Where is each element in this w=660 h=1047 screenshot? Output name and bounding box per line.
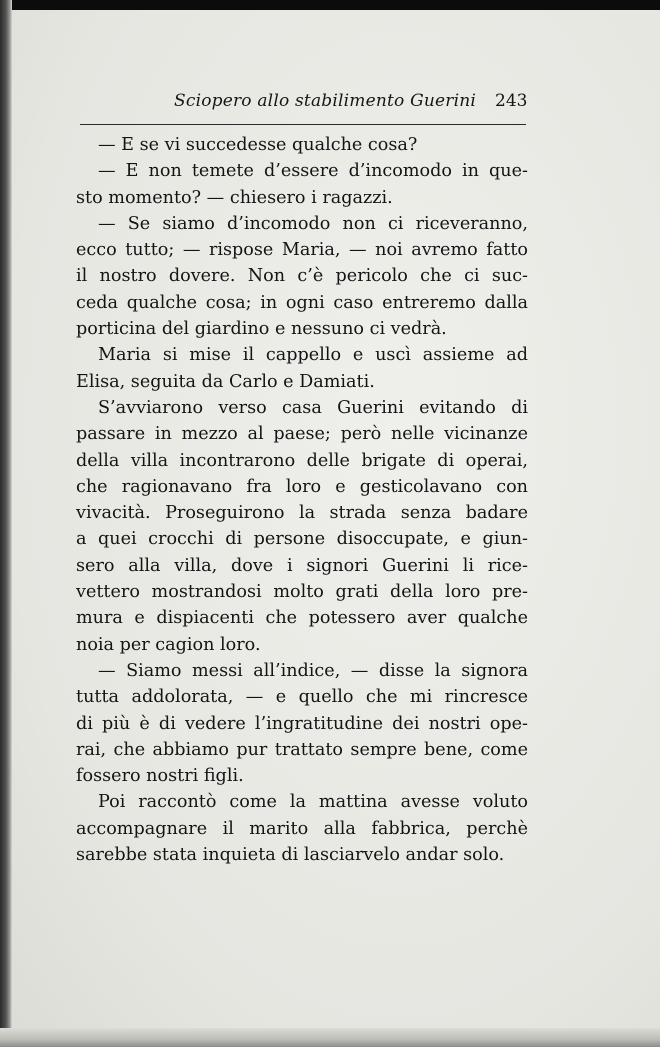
text-line: di più è di vedere l’ingratitudine dei nostri ope- bbox=[76, 713, 528, 734]
text-line: Poi raccontò come la mattina avesse voluto bbox=[98, 792, 528, 813]
text-line: — Se siamo d’incomodo non ci riceveranno, bbox=[98, 213, 528, 234]
header-rule bbox=[80, 124, 526, 126]
text-line: Elisa, seguita da Carlo e Damiati. bbox=[76, 371, 375, 392]
text-line: fossero nostri figli. bbox=[76, 766, 244, 787]
page-number: 243 bbox=[495, 91, 528, 111]
text-line: rai, che abbiamo pur trattato sempre bene, come bbox=[76, 739, 528, 760]
text-line: porticina del giardino e nessuno ci vedrà. bbox=[76, 319, 447, 340]
text-line: ceda qualche cosa; in ogni caso entreremo dalla bbox=[76, 292, 528, 313]
text-line: che ragionavano fra loro e gesticolavano con bbox=[76, 476, 528, 497]
text-line: — E non temete d’essere d’incomodo in que- bbox=[98, 161, 528, 182]
text-line: sero alla villa, dove i signori Guerini li rice- bbox=[76, 555, 528, 576]
text-line: tutta addolorata, — e quello che mi rincresce bbox=[76, 687, 528, 708]
scan-bottom-border bbox=[0, 1028, 660, 1047]
text-line: sarebbe stata inquieta di lasciarvelo andar solo. bbox=[76, 845, 505, 866]
text-line: il nostro dovere. Non c’è pericolo che ci suc- bbox=[76, 266, 528, 287]
text-line: sto momento? — chiesero i ragazzi. bbox=[76, 187, 393, 208]
running-title: Sciopero allo stabilimento Guerini bbox=[174, 91, 477, 111]
book-page bbox=[8, 10, 660, 1047]
text-line: a quei crocchi di persone disoccupate, e giun- bbox=[76, 529, 528, 550]
book-spine-edge bbox=[0, 0, 12, 1047]
text-line: della villa incontrarono delle brigate di operai, bbox=[76, 450, 528, 471]
text-line: passare in mezzo al paese; però nelle vicinanze bbox=[76, 424, 528, 445]
scan-top-border bbox=[0, 0, 660, 10]
text-line: noia per cagion loro. bbox=[76, 634, 261, 655]
text-line: accompagnare il marito alla fabbrica, perchè bbox=[76, 818, 528, 839]
text-line: ecco tutto; — rispose Maria, — noi avremo fatto bbox=[76, 240, 528, 261]
text-line: Maria si mise il cappello e uscì assieme ad bbox=[98, 345, 528, 366]
text-line: mura e dispiacenti che potessero aver qualche bbox=[76, 608, 528, 629]
text-line: vivacità. Proseguirono la strada senza badare bbox=[76, 503, 528, 524]
text-line: S’avviarono verso casa Guerini evitando di bbox=[98, 397, 528, 418]
text-line: — E se vi succedesse qualche cosa? bbox=[98, 135, 418, 155]
text-line: vettero mostrandosi molto grati della loro pre- bbox=[76, 582, 528, 603]
text-line: — Siamo messi all’indice, — disse la signora bbox=[98, 660, 528, 681]
body-text bbox=[76, 132, 528, 868]
page-header bbox=[8, 87, 660, 117]
